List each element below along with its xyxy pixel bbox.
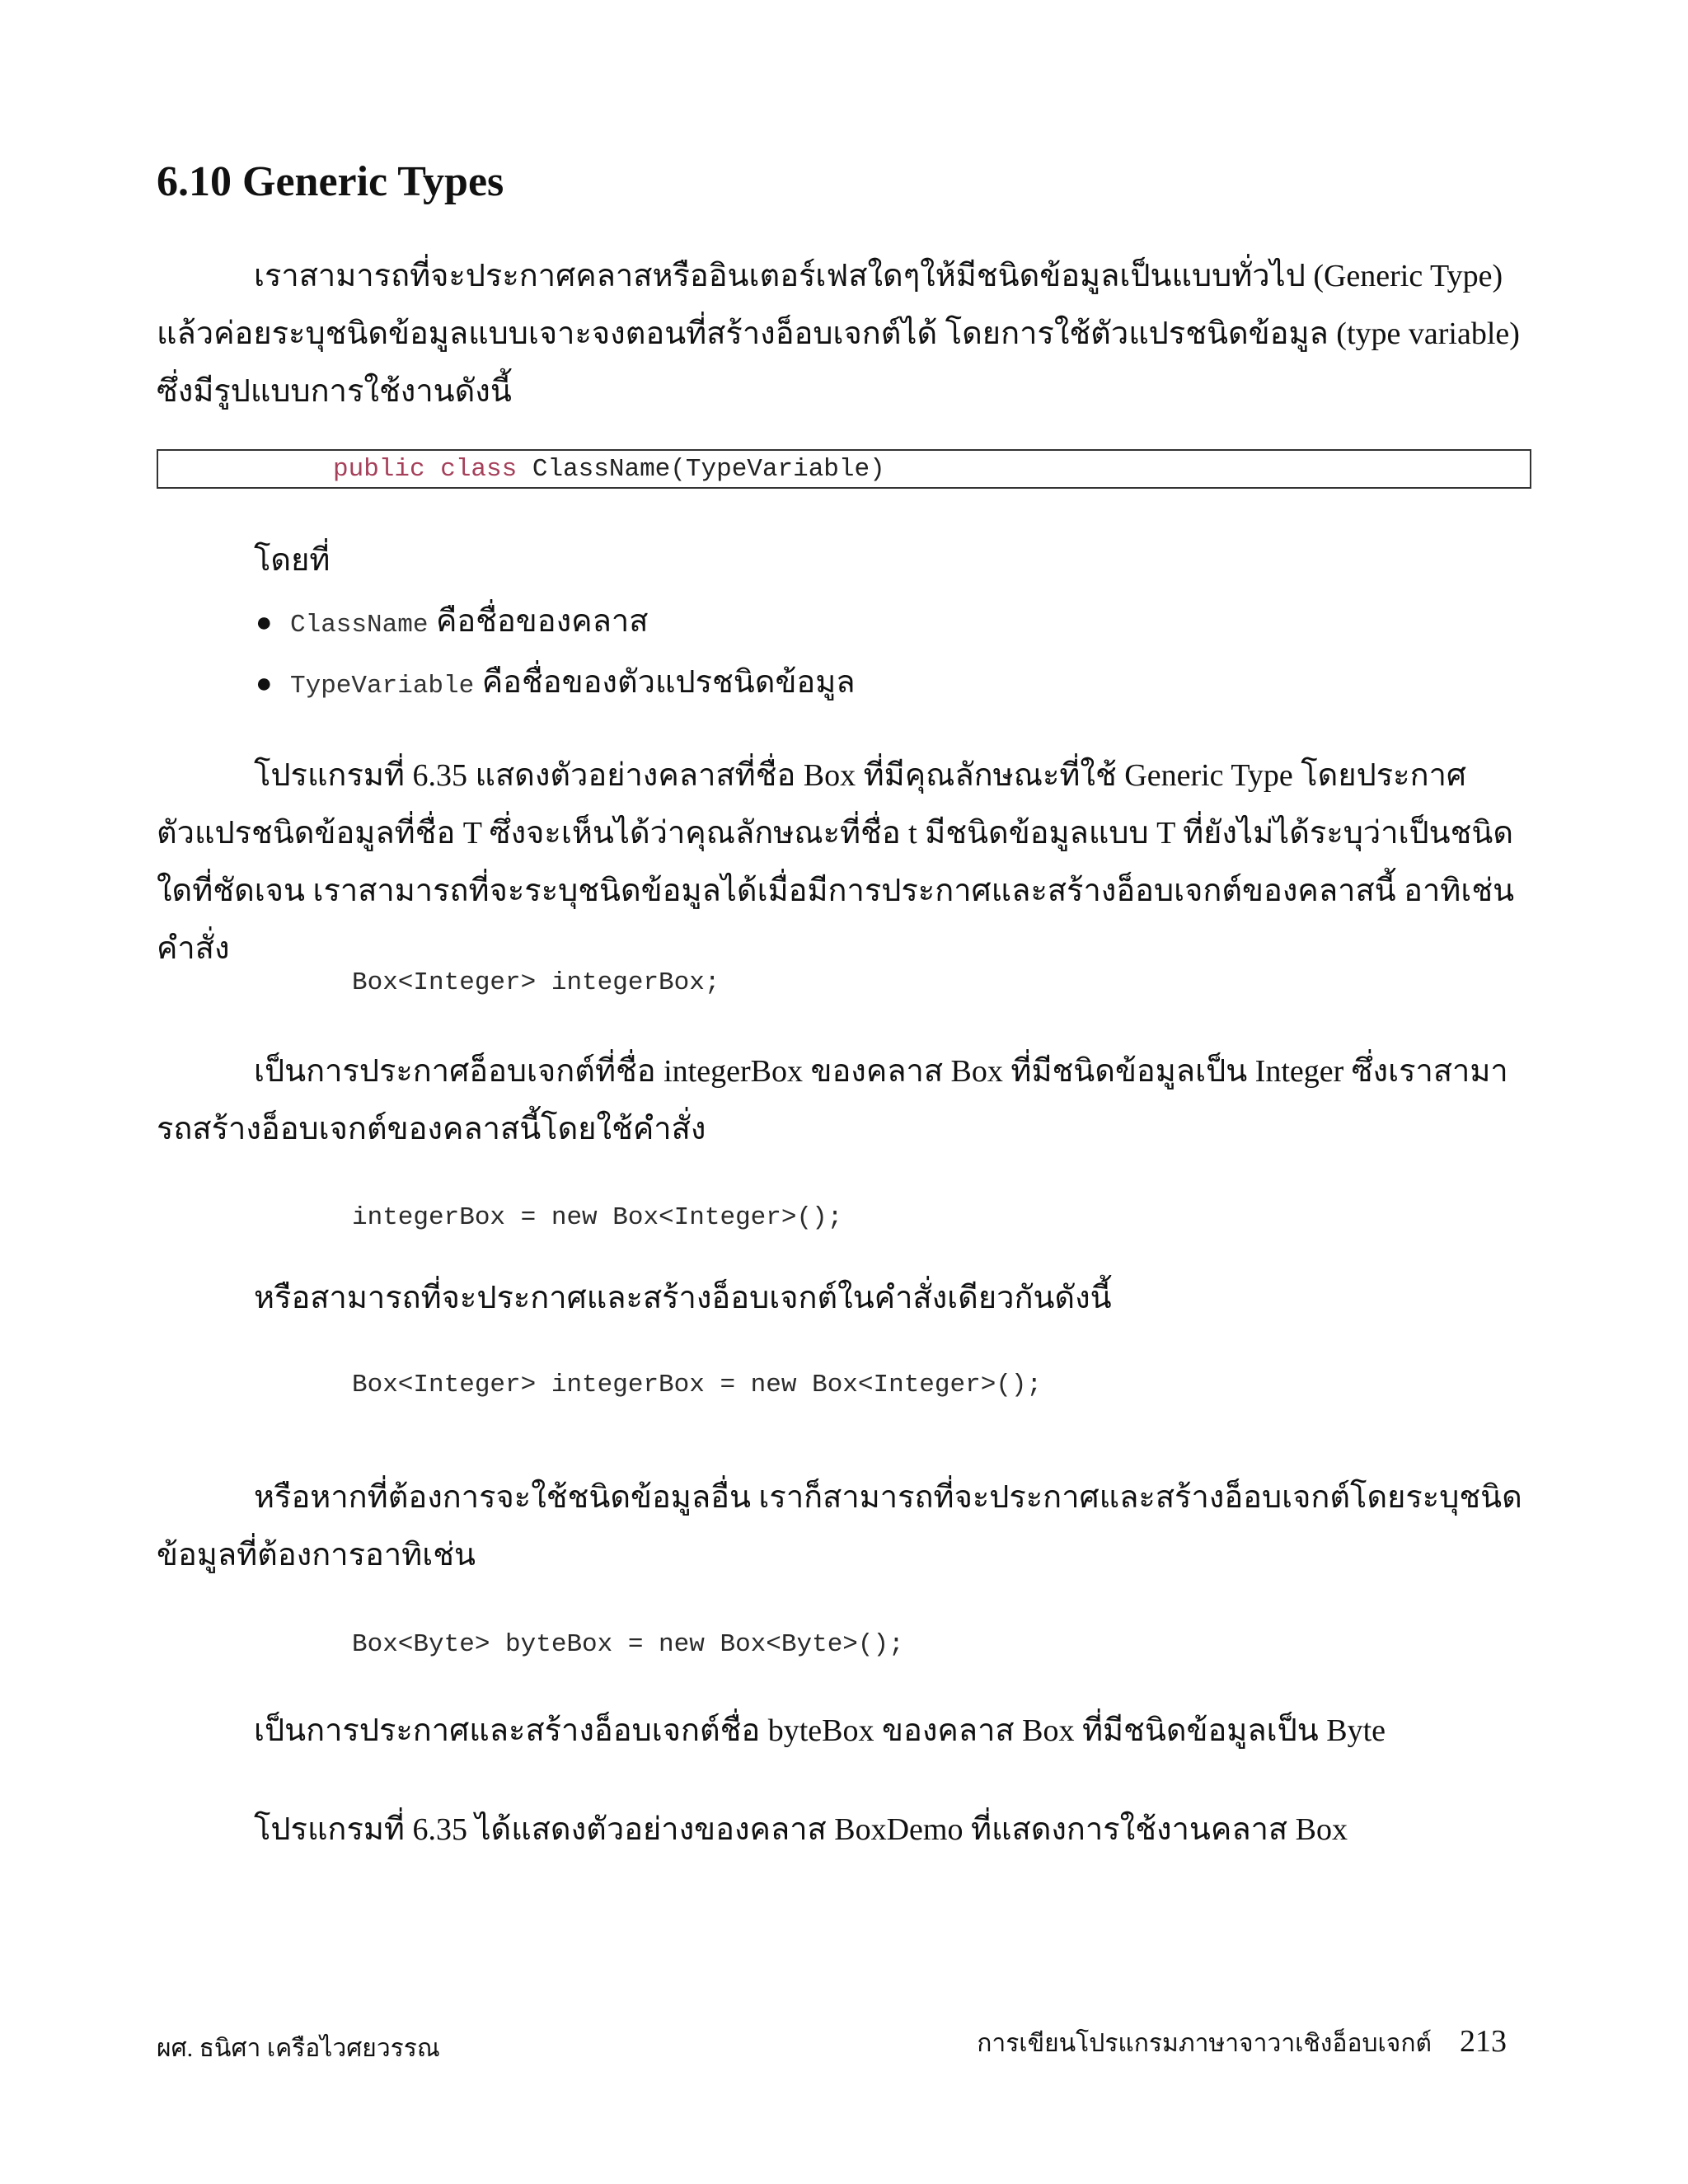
syntax-box xyxy=(157,449,1531,489)
syntax-keyword: public class xyxy=(333,455,518,484)
footer-author: ผศ. ธนิศา เครือไวศยวรรณ xyxy=(157,2035,440,2062)
byte-paragraph xyxy=(157,1702,1533,1760)
where-item-desc: คือชื่อของคลาส xyxy=(428,604,649,639)
demo-paragraph xyxy=(157,1801,1533,1858)
declare-text: เป็นการประกาศอ็อบเจกต์ที่ชื่อ integerBox ของคลาส Box ที่มีชนิดข้อมูลเป็น Integer ซึ่งเราสามารถสร้างอ็อบเจกต์ของคลาสนี้โดยใช้คำสั่ง xyxy=(157,1054,1508,1146)
footer-right xyxy=(977,2023,1507,2063)
or-text: หรือสามารถที่จะประกาศและสร้างอ็อบเจกต์ในคำสั่งเดียวกันดังนี้ xyxy=(254,1281,1112,1315)
byte-text: เป็นการประกาศและสร้างอ็อบเจกต์ชื่อ byteBox ของคลาส Box ที่มีชนิดข้อมูลเป็น Byte xyxy=(254,1713,1386,1748)
code-line: Box<Byte> byteBox = new Box<Byte>(); xyxy=(352,1630,904,1659)
section-heading: 6.10 Generic Types xyxy=(157,158,504,205)
intro-paragraph xyxy=(157,247,1533,420)
where-item-code: TypeVariable xyxy=(290,672,475,701)
or-paragraph xyxy=(157,1269,1533,1327)
where-label: โดยที่ xyxy=(254,543,331,578)
bullet-icon: ● xyxy=(256,607,273,638)
code-line: Box<Integer> integerBox = new Box<Integer>(); xyxy=(352,1371,1043,1399)
where-item-code: ClassName xyxy=(290,611,429,640)
bullet-icon: ● xyxy=(256,668,273,699)
program-paragraph xyxy=(157,747,1533,977)
other-text: หรือหากที่ต้องการจะใช้ชนิดข้อมูลอื่น เราก็สามารถที่จะประกาศและสร้างอ็อบเจกต์โดยระบุชนิดข้อมูลที่ต้องการอาทิเช่น xyxy=(157,1480,1522,1572)
page-number: 213 xyxy=(1460,2024,1507,2059)
declare-paragraph xyxy=(157,1043,1533,1158)
code-line: Box<Integer> integerBox; xyxy=(352,968,720,997)
footer-book-title: การเขียนโปรแกรมภาษาจาวาเชิงอ็อบเจกต์ xyxy=(977,2030,1432,2057)
other-paragraph xyxy=(157,1469,1533,1584)
code-line: integerBox = new Box<Integer>(); xyxy=(352,1203,843,1232)
syntax-rest: ClassName(TypeVariable) xyxy=(517,455,885,484)
where-item xyxy=(256,656,856,706)
where-item xyxy=(256,595,648,645)
program-text: โปรแกรมที่ 6.35 แสดงตัวอย่างคลาสที่ชื่อ Box ที่มีคุณลักษณะที่ใช้ Generic Type โดยประกาศตัวแปรชนิดข้อมูลที่ชื่อ T ซึ่งจะเห็นได้ว่าคุณลักษณะที่ชื่อ t มีชนิดข้อมูลแบบ T ที่ยังไม่ได้ระบุว่าเป็นชนิดใดที่ชัดเจน เราสามารถที่จะระบุชนิดข้อมูลได้เมื่อมีการประกาศและสร้างอ็อบเจกต์ของคลาสนี้ อาทิเช่นคำสั่ง xyxy=(157,758,1515,966)
where-item-desc: คือชื่อของตัวแปรชนิดข้อมูล xyxy=(474,665,856,700)
demo-text: โปรแกรมที่ 6.35 ได้แสดงตัวอย่างของคลาส BoxDemo ที่แสดงการใช้งานคลาส Box xyxy=(254,1812,1348,1847)
intro-text: เราสามารถที่จะประกาศคลาสหรืออินเตอร์เฟสใดๆให้มีชนิดข้อมูลเป็นแบบทั่วไป (Generic Type) แล้วค่อยระบุชนิดข้อมูลแบบเจาะจงตอนที่สร้างอ็อบเจกต์ได้ โดยการใช้ตัวแปรชนิดข้อมูล (type variable) ซึ่งมีรูปแบบการใช้งานดังนี้ xyxy=(157,259,1520,409)
